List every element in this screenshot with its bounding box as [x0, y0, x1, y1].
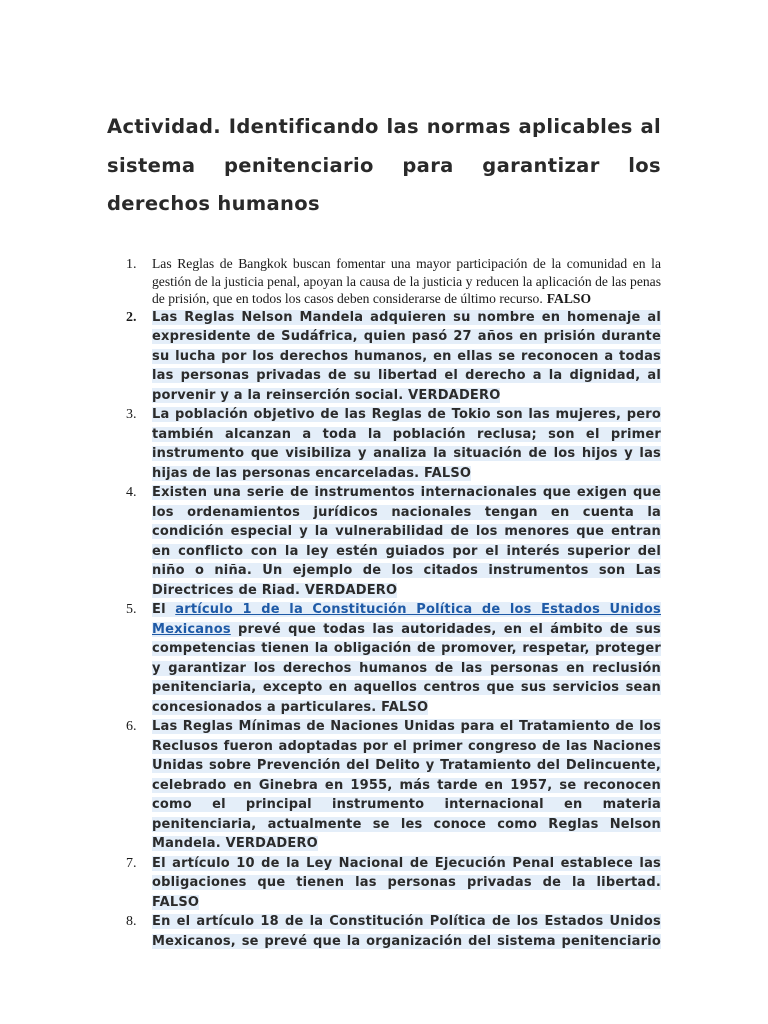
item-text	[152, 308, 661, 406]
list-item-3	[126, 405, 661, 483]
item-number: 5.	[126, 602, 137, 617]
statement-text: Las Reglas de Bangkok buscan fomentar una mayor participación de la comunidad en la gestión de la justicia penal, apoyan la causa de la justicia y reducen la aplicación de las penas de prisión, que en todos los casos deben considerarse de último recurso.	[152, 256, 661, 306]
item-number: 4.	[126, 485, 137, 500]
list-item-2	[126, 308, 661, 406]
list-item-4	[126, 483, 661, 600]
item-number: 6.	[126, 719, 137, 734]
item-number: 1.	[126, 257, 137, 272]
statement-text: Las Reglas Mínimas de Naciones Unidas para el Tratamiento de los Reclusos fueron adoptadas por el primer congreso de las Naciones Unidas sobre Prevención del Delito y Tratamiento del Delincuente, celebrado en Ginebra en 1955, más tarde en 1957, se reconocen como el principal instrumento internacional en materia penitenciaria, actualmente se les conoce como Reglas Nelson Mandela. VERDADERO	[152, 719, 661, 851]
statement-text: Existen una serie de instrumentos internacionales que exigen que los ordenamientos jurídicos nacionales tengan en cuenta la condición especial y la vulnerabilidad de los menores que entran en conflicto con la ley estén guiados por el interés superior del niño o niña. Un ejemplo de los citados instrumentos son Las Directrices de Riad. VERDADERO	[152, 485, 661, 598]
list-item-5	[126, 600, 661, 717]
statement-list	[126, 255, 661, 951]
item-text	[152, 483, 661, 600]
statement-text: Las Reglas Nelson Mandela adquieren su nombre en homenaje al expresidente de Sudáfrica, quien pasó 27 años en prisión durante su lucha por los derechos humanos, en ellas se reconocen a todas las personas privadas de su libertad el derecho a la dignidad, al porvenir y a la reinserción social. VERDADERO	[152, 309, 661, 403]
list-item-8	[126, 912, 661, 951]
statement-text-after: prevé que todas las autoridades, en el ámbito de sus competencias tienen la obligación de promover, respetar, proteger y garantizar los derechos humanos de las personas en reclusión penitenciaria, excepto en aquellos centros que sus servicios sean concesionados a particulares. FALSO	[152, 621, 661, 715]
item-number: 3.	[126, 407, 137, 422]
constitution-article-link[interactable]: artículo 1 de la Constitución Política de los Estados Unidos Mexicanos	[152, 602, 661, 637]
item-text	[152, 255, 661, 308]
statement-text: El artículo 10 de la Ley Nacional de Ejecución Penal establece las obligaciones que tienen las personas privadas de la libertad. FALSO	[152, 855, 661, 910]
list-item-1	[126, 255, 661, 308]
item-number: 2.	[126, 309, 137, 325]
item-number: 7.	[126, 855, 137, 871]
item-number: 8.	[126, 914, 137, 929]
item-text	[152, 405, 661, 483]
item-text	[152, 717, 661, 854]
item-text	[152, 912, 661, 951]
statement-text: En el artículo 18 de la Constitución Política de los Estados Unidos Mexicanos, se prevé que la organización del sistema penitenciario	[152, 914, 661, 949]
statement-text-before: El	[152, 602, 166, 617]
list-item-6	[126, 717, 661, 854]
page-title: Actividad. Identificando las normas aplicables al sistema penitenciario para garantizar los derechos humanos	[107, 115, 661, 215]
list-item-7	[126, 854, 661, 913]
statement-text: La población objetivo de las Reglas de Tokio son las mujeres, pero también alcanzan a toda la población reclusa; son el primer instrumento que visibiliza y analiza la situación de los hijos y las hijas de las personas encarceladas. FALSO	[152, 407, 661, 481]
answer-label: FALSO	[546, 291, 592, 306]
item-text	[152, 854, 661, 913]
item-text	[152, 600, 661, 717]
